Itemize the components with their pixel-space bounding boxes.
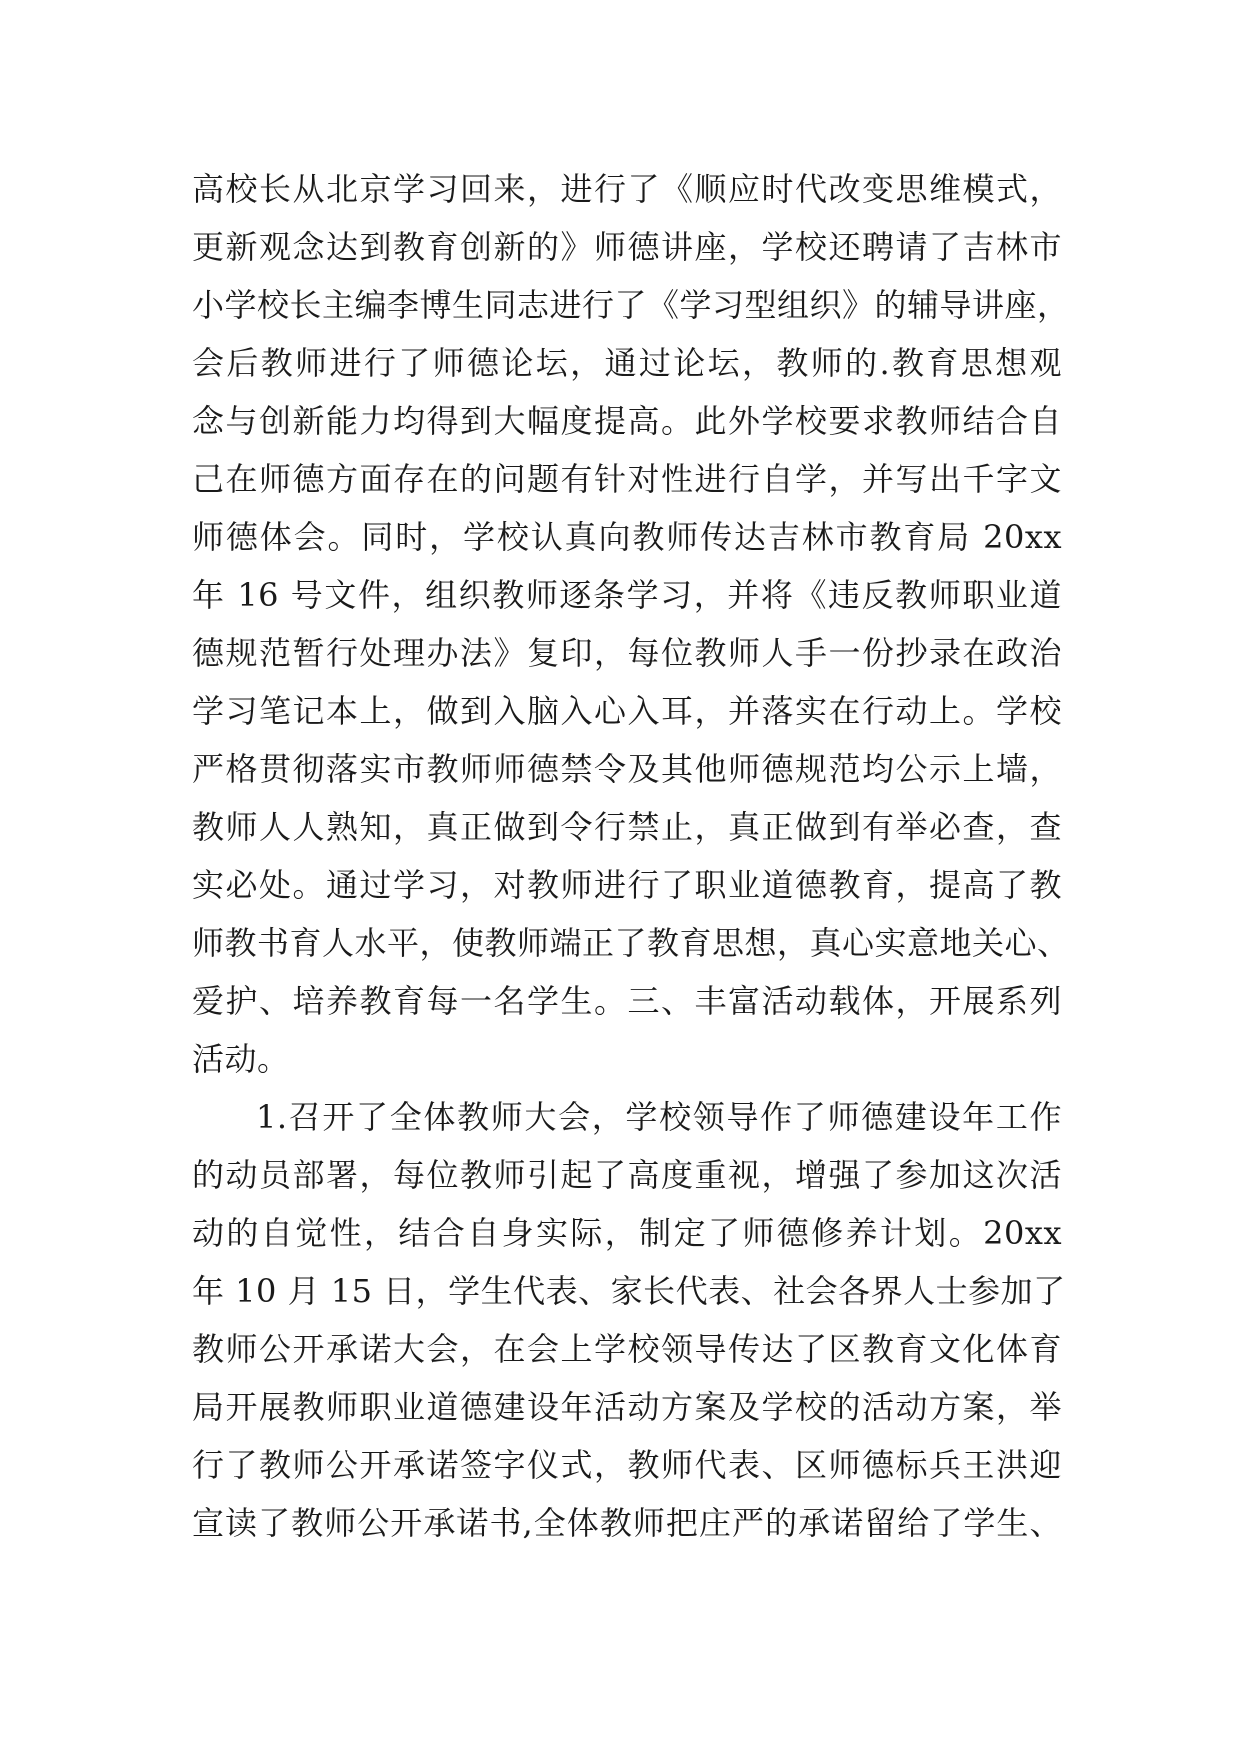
text-line: 的动员部署，每位教师引起了高度重视，增强了参加这次活: [192, 1156, 1062, 1194]
text-line: 实必处。通过学习，对教师进行了职业道德教育，提高了教: [192, 866, 1062, 904]
text-line: 年 10 月 15 日，学生代表、家长代表、社会各界人士参加了: [192, 1272, 1066, 1310]
text-line: 高校长从北京学习回来，进行了《顺应时代改变思维模式，: [192, 170, 1062, 208]
text-line: 局开展教师职业道德建设年活动方案及学校的活动方案，举: [192, 1388, 1062, 1426]
text-line: 爱护、培养教育每一名学生。三、丰富活动载体，开展系列: [192, 982, 1062, 1020]
text-line: 小学校长主编李博生同志进行了《学习型组织》的辅导讲座，: [192, 286, 1070, 324]
text-line: 严格贯彻落实市教师师德禁令及其他师德规范均公示上墙，: [192, 750, 1062, 788]
text-line: 更新观念达到教育创新的》师德讲座，学校还聘请了吉林市: [192, 228, 1062, 266]
text-line: 教师公开承诺大会，在会上学校领导传达了区教育文化体育: [192, 1330, 1062, 1368]
text-line: 行了教师公开承诺签字仪式，教师代表、区师德标兵王洪迎: [192, 1446, 1062, 1484]
paragraph-2: [192, 1088, 1066, 1552]
text-line: 教师人人熟知，真正做到令行禁止，真正做到有举必查，查: [192, 808, 1062, 846]
text-line: 师德体会。同时，学校认真向教师传达吉林市教育局 20xx: [192, 518, 1062, 556]
text-line: 1.召开了全体教师大会，学校领导作了师德建设年工作: [256, 1098, 1062, 1136]
text-line: 会后教师进行了师德论坛，通过论坛，教师的.教育思想观: [192, 344, 1062, 382]
paragraph-1: [192, 160, 1070, 1088]
text-line: 年 16 号文件，组织教师逐条学习，并将《违反教师职业道: [192, 576, 1062, 614]
text-line: 师教书育人水平，使教师端正了教育思想，真心实意地关心、: [192, 924, 1070, 962]
text-line: 德规范暂行处理办法》复印，每位教师人手一份抄录在政治: [192, 634, 1062, 672]
text-line: 己在师德方面存在的问题有针对性进行自学，并写出千字文: [192, 460, 1062, 498]
text-line: 念与创新能力均得到大幅度提高。此外学校要求教师结合自: [192, 402, 1062, 440]
text-line: 活动。: [192, 1040, 290, 1078]
document-body: [192, 160, 1070, 1552]
text-line: 学习笔记本上，做到入脑入心入耳，并落实在行动上。学校: [192, 692, 1062, 730]
text-line: 动的自觉性，结合自身实际，制定了师德修养计划。20xx: [192, 1214, 1062, 1252]
text-line: 宣读了教师公开承诺书,全体教师把庄严的承诺留给了学生、: [192, 1504, 1062, 1542]
